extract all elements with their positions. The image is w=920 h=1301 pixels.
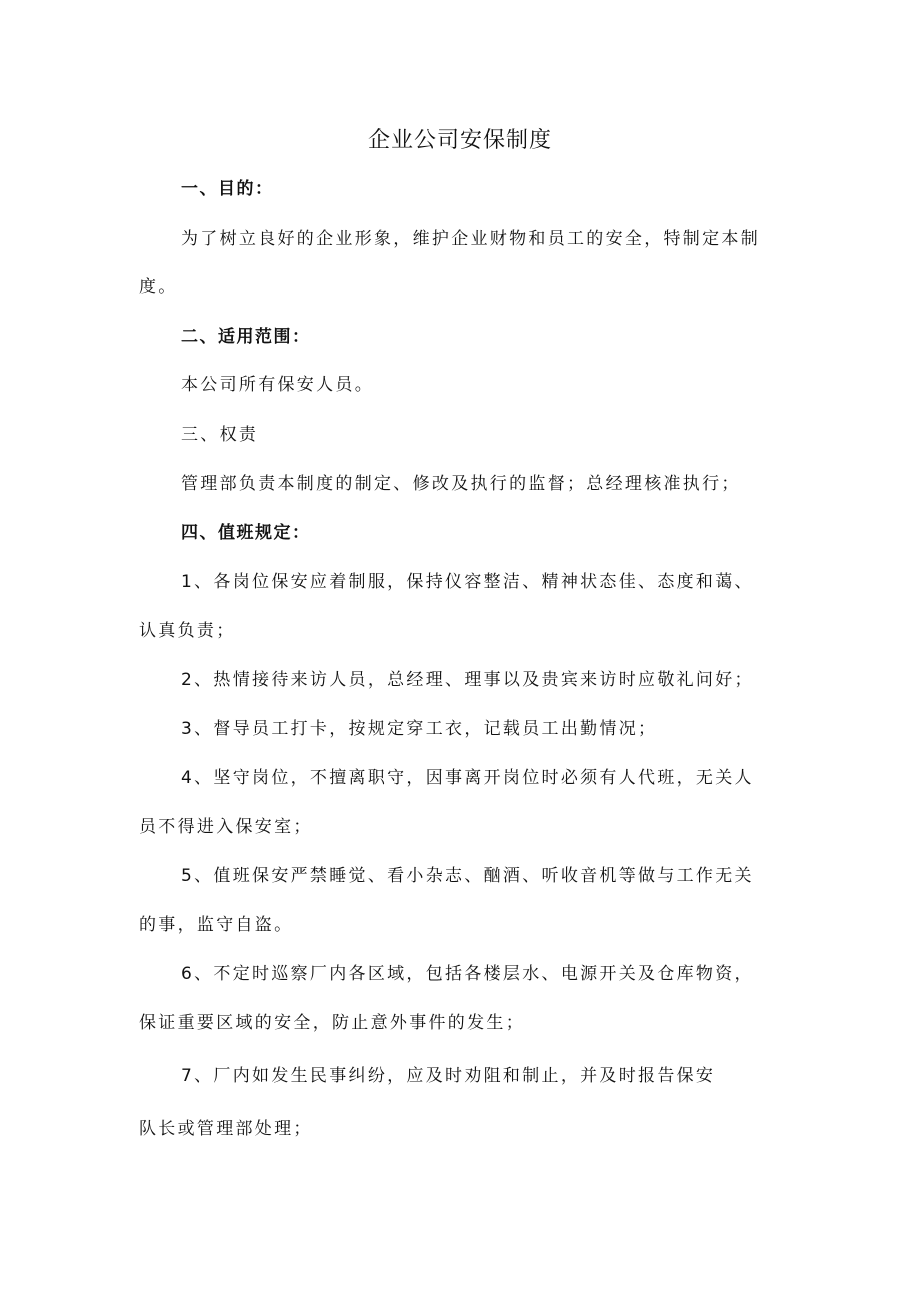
rule-item-line: 保证重要区域的安全，防止意外事件的发生； xyxy=(139,1013,525,1033)
rule-item-line: 队长或管理部处理； xyxy=(139,1119,313,1139)
section-heading-duty-rules: 四、值班规定： xyxy=(181,523,311,543)
rule-item-line: 4、坚守岗位，不擅离职守，因事离开岗位时必须有人代班，无关人 xyxy=(181,768,754,788)
paragraph-line: 本公司所有保安人员。 xyxy=(181,375,374,395)
paragraph-line: 度。 xyxy=(139,277,178,297)
rule-item-line: 6、不定时巡察厂内各区域，包括各楼层水、电源开关及仓库物资， xyxy=(181,964,754,984)
section-heading-purpose: 一、目的： xyxy=(181,179,274,199)
document-title: 企业公司安保制度 xyxy=(367,128,552,153)
paragraph-line: 为了树立良好的企业形象，维护企业财物和员工的安全，特制定本制 xyxy=(181,229,760,249)
section-heading-responsibility: 三、权责 xyxy=(181,425,259,445)
rule-item-line: 1、各岗位保安应着制服，保持仪容整洁、精神状态佳、态度和蔼、 xyxy=(181,572,754,592)
rule-item-line: 3、督导员工打卡，按规定穿工衣，记载员工出勤情况； xyxy=(181,719,658,739)
rule-item-line: 7、厂内如发生民事纠纷，应及时劝阻和制止，并及时报告保安 xyxy=(181,1066,716,1086)
rule-item-line: 2、热情接待来访人员，总经理、理事以及贵宾来访时应敬礼问好； xyxy=(181,670,754,690)
rule-item-line: 员不得进入保安室； xyxy=(139,817,313,837)
paragraph-line: 管理部负责本制度的制定、修改及执行的监督；总经理核准执行； xyxy=(181,474,741,494)
section-heading-scope: 二、适用范围： xyxy=(181,327,311,347)
rule-item-line: 5、值班保安严禁睡觉、看小杂志、酗酒、听收音机等做与工作无关 xyxy=(181,866,754,886)
rule-item-line: 认真负责； xyxy=(139,621,236,641)
rule-item-line: 的事，监守自盗。 xyxy=(139,915,294,935)
